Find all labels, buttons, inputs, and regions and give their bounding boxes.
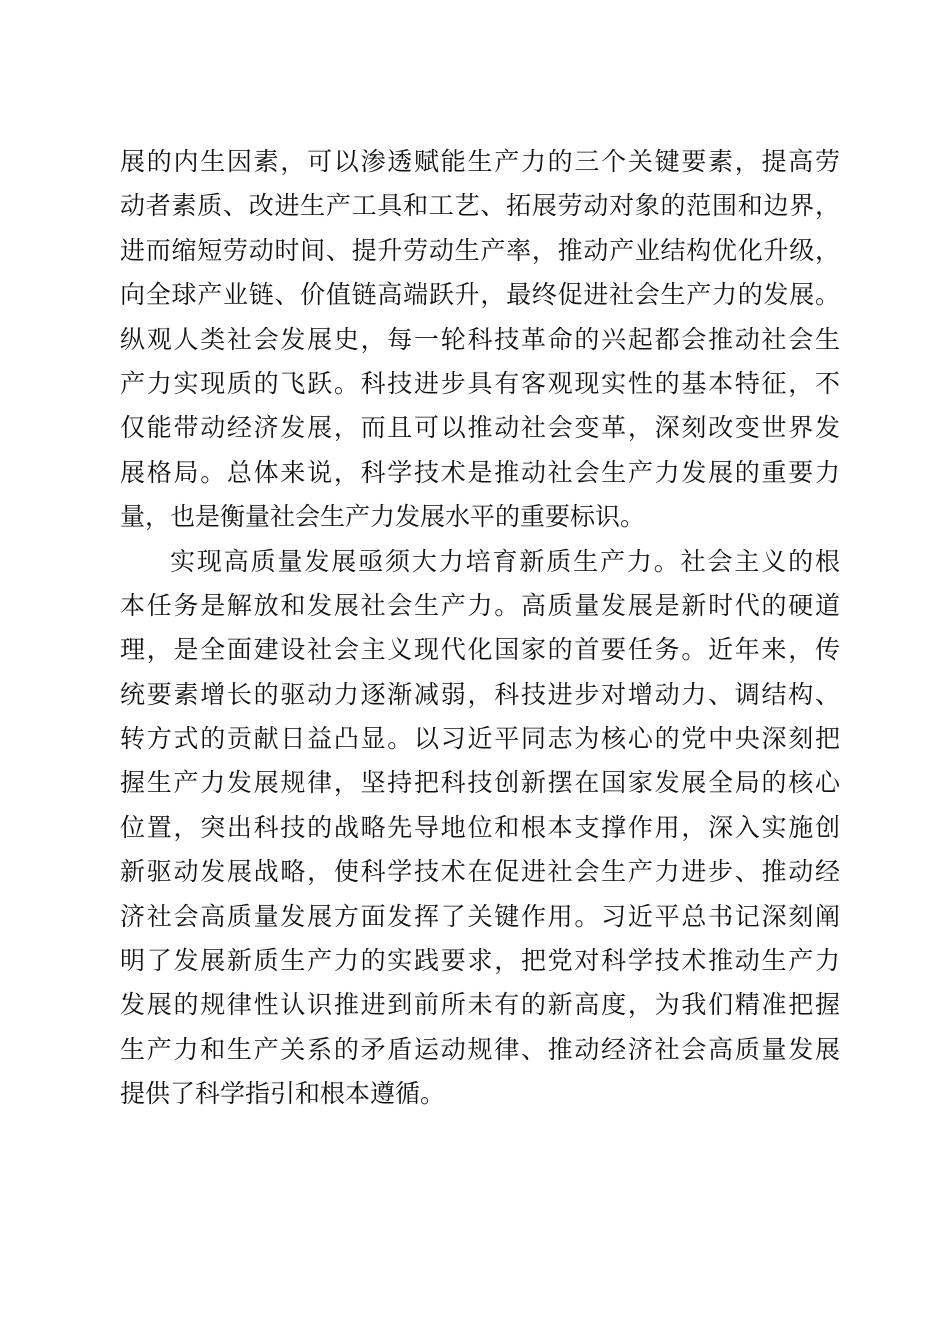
text-line: 动者素质、改进生产工具和工艺、拓展劳动对象的范围和边界， <box>120 191 840 221</box>
paragraph-1 <box>120 140 840 540</box>
text-line: 纵观人类社会发展史，每一轮科技革命的兴起都会推动社会生 <box>120 324 840 354</box>
text-line: 进而缩短劳动时间、提升劳动生产率，推动产业结构优化升级， <box>120 235 840 265</box>
text-line: 本任务是解放和发展社会生产力。高质量发展是新时代的硬道 <box>120 590 840 620</box>
text-line: 向全球产业链、价值链高端跃升，最终促进社会生产力的发展。 <box>120 280 840 310</box>
text-line: 生产力和生产关系的矛盾运动规律、推动经济社会高质量发展 <box>120 1034 840 1064</box>
text-line: 理，是全面建设社会主义现代化国家的首要任务。近年来，传 <box>120 635 840 665</box>
text-line: 产力实现质的飞跃。科技进步具有客观现实性的基本特征，不 <box>120 368 840 398</box>
text-line: 位置，突出科技的战略先导地位和根本支撑作用，深入实施创 <box>120 812 840 842</box>
text-line: 转方式的贡献日益凸显。以习近平同志为核心的党中央深刻把 <box>120 724 840 754</box>
text-line: 发展的规律性认识推进到前所未有的新高度，为我们精准把握 <box>120 990 840 1020</box>
text-line: 济社会高质量发展方面发挥了关键作用。习近平总书记深刻阐 <box>120 901 840 931</box>
text-line: 展格局。总体来说，科学技术是推动社会生产力发展的重要力 <box>120 457 840 487</box>
text-line: 握生产力发展规律，坚持把科技创新摆在国家发展全局的核心 <box>120 768 840 798</box>
text-line: 量，也是衡量社会生产力发展水平的重要标识。 <box>120 502 646 532</box>
paragraph-2 <box>120 540 840 1117</box>
text-line: 新驱动发展战略，使科学技术在促进社会生产力进步、推动经 <box>120 857 840 887</box>
text-line: 提供了科学指引和根本遵循。 <box>120 1079 446 1109</box>
text-line: 仅能带动经济发展，而且可以推动社会变革，深刻改变世界发 <box>120 413 840 443</box>
text-line: 实现高质量发展亟须大力培育新质生产力。社会主义的根 <box>170 546 840 576</box>
text-line: 展的内生因素，可以渗透赋能生产力的三个关键要素，提高劳 <box>120 147 840 176</box>
body-text <box>120 140 840 1117</box>
text-line: 统要素增长的驱动力逐渐减弱，科技进步对增动力、调结构、 <box>120 679 840 709</box>
text-line: 明了发展新质生产力的实践要求，把党对科学技术推动生产力 <box>120 946 840 976</box>
